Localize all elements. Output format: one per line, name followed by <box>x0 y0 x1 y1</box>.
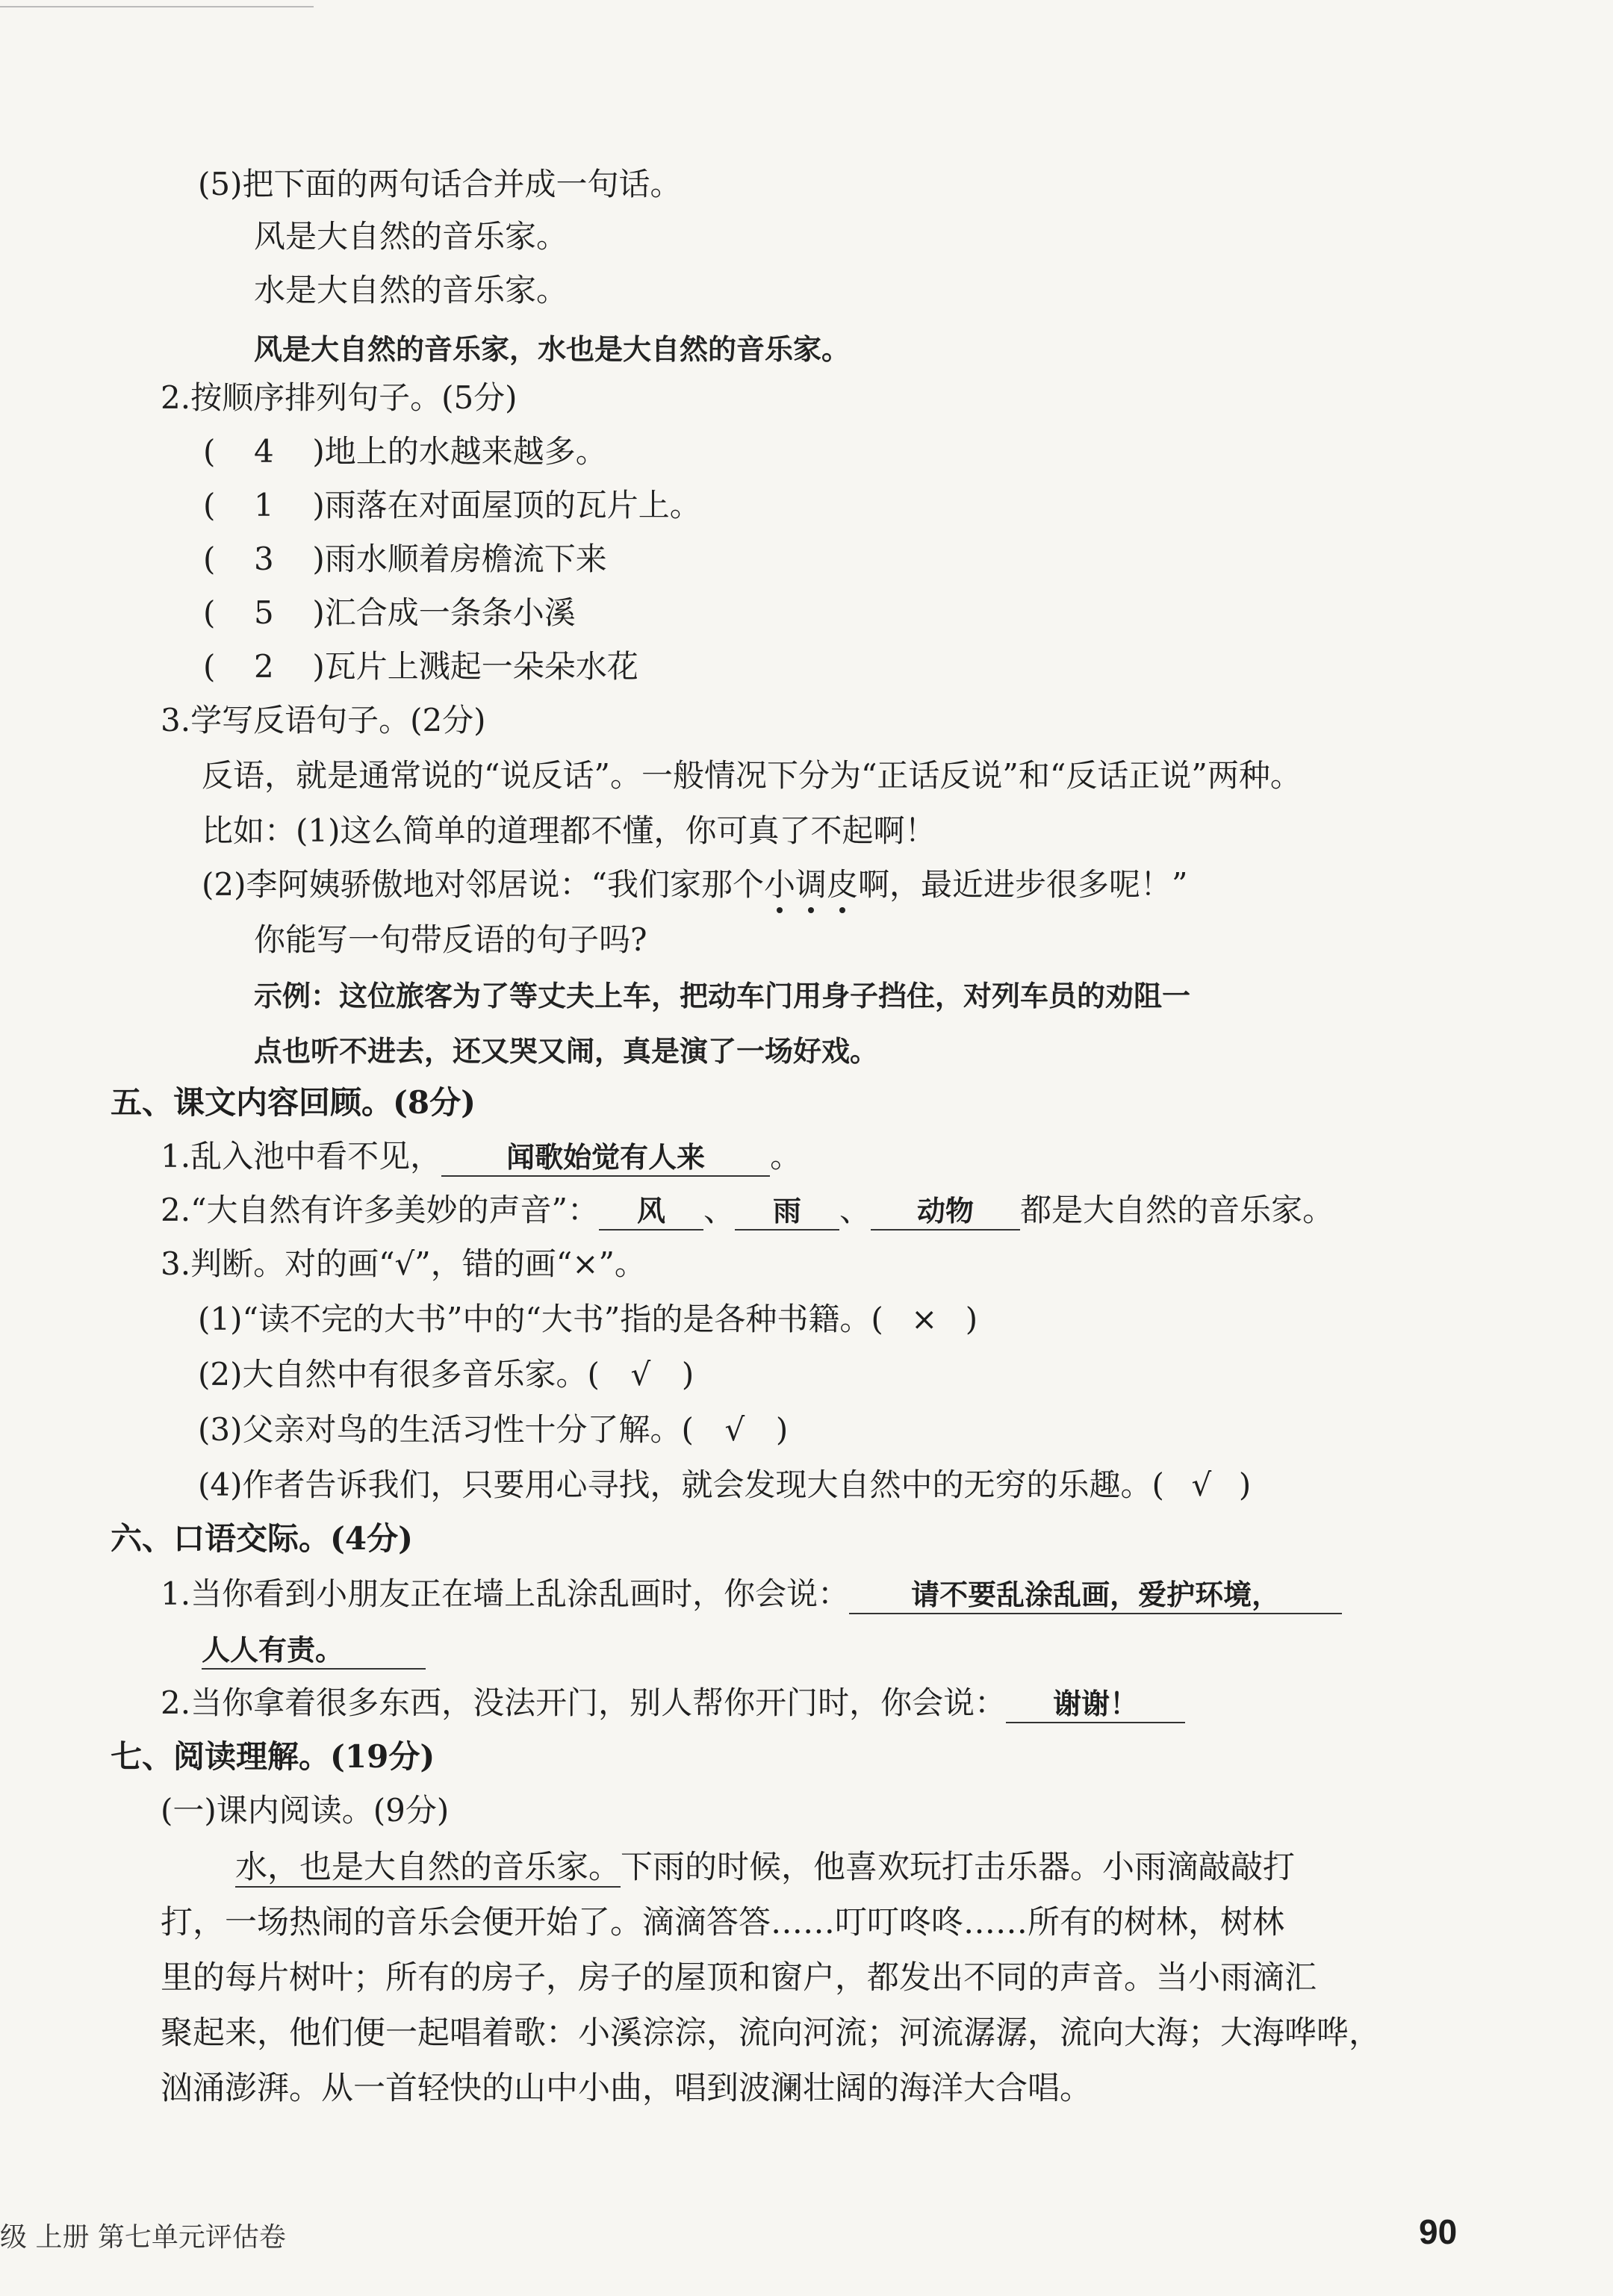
order-item: ( 4 )地上的水越来越多。 <box>203 433 607 470</box>
s5-q2: 2.“大自然有许多美妙的声音”： 风 、 雨 、 动物 都是大自然的音乐家。 <box>161 1192 1334 1231</box>
irony-prompt: 你能写一句带反语的句子吗? <box>254 921 647 958</box>
order-number: 3 <box>254 541 274 577</box>
footer-label: 级 上册 第七单元评估卷 <box>0 2222 286 2253</box>
q5-answer: 风是大自然的音乐家，水也是大自然的音乐家。 <box>254 333 851 366</box>
judge-item: (2)大自然中有很多音乐家。( √ ) <box>198 1356 694 1393</box>
section-6-title: 六、口语交际。(4分) <box>111 1520 413 1557</box>
s5-q1: 1.乱入池中看不见， 闻歌始觉有人来 。 <box>161 1138 801 1177</box>
order-title: 2.按顺序排列句子。(5分) <box>161 379 518 416</box>
s6-q2: 2.当你拿着很多东西，没法开门，别人帮你开门时，你会说： 谢谢！ <box>161 1684 1185 1723</box>
judge-mark: × <box>911 1301 938 1337</box>
reading-line-1: 水，也是大自然的音乐家。下雨的时候，他喜欢玩打击乐器。小雨滴敲敲打 <box>235 1849 1295 1886</box>
section-5-title: 五、课文内容回顾。(8分) <box>111 1084 476 1121</box>
s5-q2-answer-2: 雨 <box>735 1195 839 1231</box>
s6-q2-answer: 谢谢！ <box>1006 1687 1185 1723</box>
order-number: 4 <box>254 433 274 470</box>
judge-item: (1)“读不完的大书”中的“大书”指的是各种书籍。( × ) <box>198 1301 978 1337</box>
section-7-title: 七、阅读理解。(19分) <box>111 1738 435 1775</box>
reading-line-2: 打，一场热闹的音乐会便开始了。滴滴答答……叮叮咚咚……所有的树林，树林 <box>161 1904 1284 1941</box>
irony-definition: 反语，就是通常说的“说反话”。一般情况下分为“正话反说”和“反话正说”两种。 <box>202 757 1302 794</box>
q5-title: (5)把下面的两句话合并成一句话。 <box>198 166 682 202</box>
irony-title: 3.学写反语句子。(2分) <box>161 702 486 738</box>
irony-answer-line-2: 点也听不进去，还又哭又闹，真是演了一场好戏。 <box>254 1035 879 1068</box>
s6-q1: 1.当你看到小朋友正在墙上乱涂乱画时，你会说： 请不要乱涂乱画，爱护环境， <box>161 1575 1342 1614</box>
s7-subtitle: (一)课内阅读。(9分) <box>161 1792 450 1829</box>
order-item: ( 2 )瓦片上溅起一朵朵水花 <box>203 648 638 685</box>
order-number: 2 <box>254 648 274 685</box>
underlined-sentence: 水，也是大自然的音乐家。 <box>235 1849 621 1886</box>
s5-q1-answer: 闻歌始觉有人来 <box>441 1141 770 1177</box>
irony-answer-line-1: 示例：这位旅客为了等丈夫上车，把动车门用身子挡住，对列车员的劝阻一 <box>254 980 1191 1012</box>
judge-mark: √ <box>724 1411 745 1448</box>
s6-q1-answer-2: 人人有责。 <box>202 1634 426 1670</box>
judge-item: (4)作者告诉我们，只要用心寻找，就会发现大自然中的无穷的乐趣。( √ ) <box>198 1466 1252 1503</box>
reading-line-4: 聚起来，他们便一起唱着歌：小溪淙淙，流向河流；河流潺潺，流向大海；大海哗哗， <box>161 2015 1381 2052</box>
order-item: ( 5 )汇合成一条条小溪 <box>203 594 576 631</box>
irony-example-2: (2)李阿姨骄傲地对邻居说：“我们家那个小调皮啊，最近进步很多呢！” <box>202 866 1188 903</box>
order-item: ( 3 )雨水顺着房檐流下来 <box>203 541 607 577</box>
order-number: 1 <box>254 487 274 523</box>
irony-example-1: 比如：(1)这么简单的道理都不懂，你可真了不起啊！ <box>202 812 936 849</box>
q5-sentence-2: 水是大自然的音乐家。 <box>254 272 568 308</box>
s6-q1-answer-1: 请不要乱涂乱画，爱护环境， <box>849 1578 1342 1614</box>
judge-mark: √ <box>1191 1466 1212 1503</box>
s5-q2-answer-1: 风 <box>599 1195 703 1231</box>
s5-q3: 3.判断。对的画“√”，错的画“×”。 <box>161 1245 646 1282</box>
reading-line-3: 里的每片树叶；所有的房子，房子的屋顶和窗户，都发出不同的声音。当小雨滴汇 <box>161 1959 1317 1997</box>
s5-q2-answer-3: 动物 <box>871 1195 1020 1231</box>
reading-line-5: 汹涌澎湃。从一首轻快的山中小曲，唱到波澜壮阔的海洋大合唱。 <box>161 2070 1092 2107</box>
q5-sentence-1: 风是大自然的音乐家。 <box>254 218 568 255</box>
page-number: 90 <box>1419 2212 1458 2251</box>
judge-mark: √ <box>630 1356 651 1393</box>
s6-q1-cont <box>202 1631 426 1670</box>
judge-item: (3)父亲对鸟的生活习性十分了解。( √ ) <box>198 1411 789 1448</box>
order-item: ( 1 )雨落在对面屋顶的瓦片上。 <box>203 487 701 523</box>
order-number: 5 <box>254 594 274 631</box>
top-rule <box>0 6 314 7</box>
